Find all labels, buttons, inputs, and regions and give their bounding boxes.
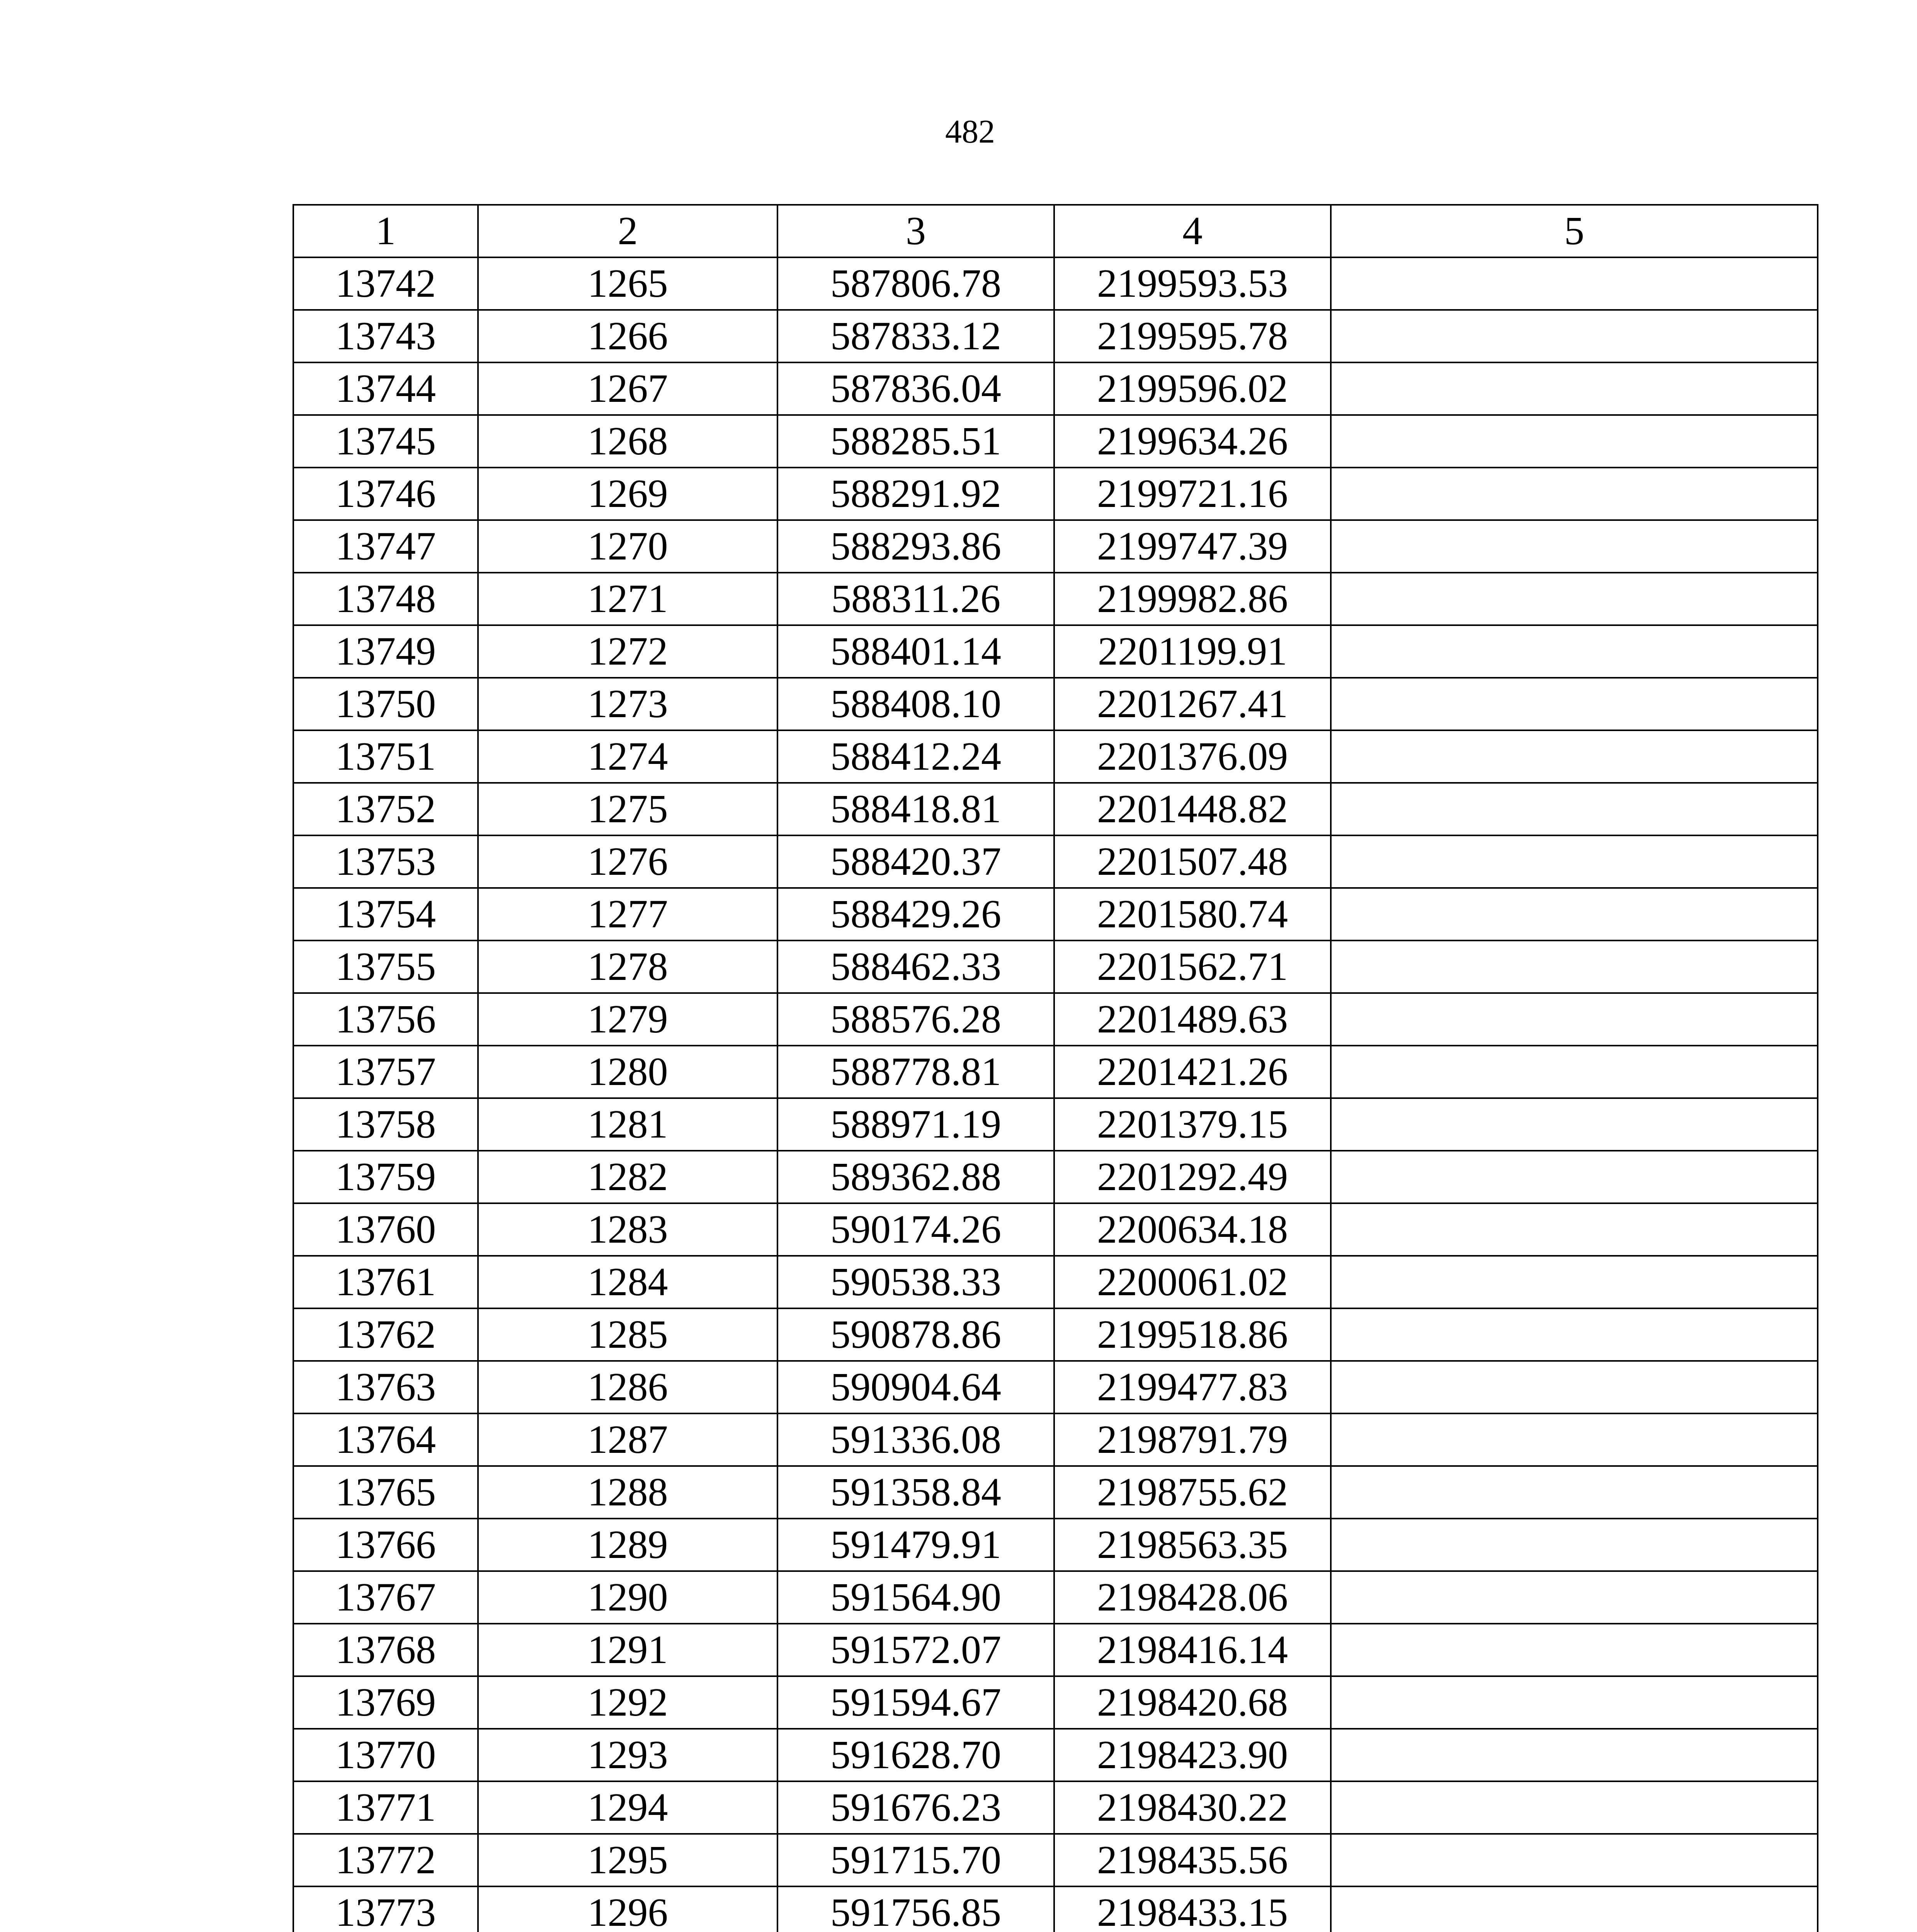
table-row [293, 1203, 1818, 1256]
table-row [293, 1676, 1818, 1729]
table-cell-col-1: 13758 [293, 1098, 478, 1151]
table-cell-col-2: 1278 [478, 940, 777, 993]
table-cell-col-2: 1282 [478, 1151, 777, 1203]
table-row [293, 1886, 1818, 1932]
table-cell-col-1: 13771 [293, 1781, 478, 1834]
table-cell-col-1: 13743 [293, 310, 478, 362]
table-cell-col-3: 590174.26 [777, 1203, 1054, 1256]
table-cell-col-5 [1331, 730, 1818, 783]
table-cell-col-4: 2199634.26 [1054, 415, 1331, 468]
table-cell-col-4: 2198416.14 [1054, 1624, 1331, 1676]
table-cell-col-2: 1281 [478, 1098, 777, 1151]
table-cell-col-3: 591564.90 [777, 1571, 1054, 1624]
table-cell-col-1: 13769 [293, 1676, 478, 1729]
table-cell-col-5 [1331, 573, 1818, 625]
table-body [293, 257, 1818, 1932]
table-cell-col-3: 588412.24 [777, 730, 1054, 783]
table-cell-col-1: 13757 [293, 1046, 478, 1098]
page-number: 482 [945, 113, 995, 150]
table-row [293, 257, 1818, 310]
table-row [293, 940, 1818, 993]
table-cell-col-1: 13767 [293, 1571, 478, 1624]
table-cell-col-1: 13746 [293, 468, 478, 520]
table-row [293, 1624, 1818, 1676]
table-cell-col-5 [1331, 678, 1818, 730]
table-cell-col-5 [1331, 625, 1818, 678]
table-cell-col-4: 2199596.02 [1054, 362, 1331, 415]
table-row [293, 678, 1818, 730]
table-cell-col-2: 1265 [478, 257, 777, 310]
table-cell-col-3: 588420.37 [777, 835, 1054, 888]
table-cell-col-5 [1331, 835, 1818, 888]
table-row [293, 1571, 1818, 1624]
table-cell-col-3: 591336.08 [777, 1413, 1054, 1466]
table-cell-col-4: 2199593.53 [1054, 257, 1331, 310]
table-cell-col-3: 591676.23 [777, 1781, 1054, 1834]
table-cell-col-1: 13744 [293, 362, 478, 415]
table-cell-col-2: 1290 [478, 1571, 777, 1624]
table-row [293, 1519, 1818, 1571]
table-cell-col-4: 2201580.74 [1054, 888, 1331, 940]
table-cell-col-5 [1331, 1256, 1818, 1308]
table-cell-col-2: 1294 [478, 1781, 777, 1834]
table-cell-col-5 [1331, 257, 1818, 310]
table-cell-col-2: 1267 [478, 362, 777, 415]
table-cell-col-3: 587836.04 [777, 362, 1054, 415]
table-cell-col-4: 2201448.82 [1054, 783, 1331, 835]
table-cell-col-2: 1292 [478, 1676, 777, 1729]
table-row [293, 1046, 1818, 1098]
table-cell-col-4: 2200634.18 [1054, 1203, 1331, 1256]
table-header [293, 205, 1818, 257]
table-row [293, 520, 1818, 573]
table-cell-col-4: 2199518.86 [1054, 1308, 1331, 1361]
table-cell-col-2: 1269 [478, 468, 777, 520]
table-cell-col-1: 13760 [293, 1203, 478, 1256]
table-cell-col-2: 1266 [478, 310, 777, 362]
table-cell-col-4: 2198423.90 [1054, 1729, 1331, 1781]
table-row [293, 1308, 1818, 1361]
table-cell-col-4: 2201267.41 [1054, 678, 1331, 730]
table-cell-col-5 [1331, 1624, 1818, 1676]
table-cell-col-3: 591572.07 [777, 1624, 1054, 1676]
table-cell-col-1: 13742 [293, 257, 478, 310]
table-row [293, 573, 1818, 625]
table-row [293, 1781, 1818, 1834]
table-cell-col-4: 2201489.63 [1054, 993, 1331, 1046]
table-cell-col-2: 1286 [478, 1361, 777, 1413]
table-cell-col-2: 1287 [478, 1413, 777, 1466]
table-cell-col-4: 2198435.56 [1054, 1834, 1331, 1886]
table-cell-col-1: 13754 [293, 888, 478, 940]
table-cell-col-2: 1284 [478, 1256, 777, 1308]
table-cell-col-2: 1275 [478, 783, 777, 835]
table-row [293, 835, 1818, 888]
table-cell-col-2: 1276 [478, 835, 777, 888]
table-cell-col-2: 1277 [478, 888, 777, 940]
table-cell-col-1: 13763 [293, 1361, 478, 1413]
table-cell-col-2: 1280 [478, 1046, 777, 1098]
table-cell-col-2: 1283 [478, 1203, 777, 1256]
table-cell-col-3: 587806.78 [777, 257, 1054, 310]
table-cell-col-1: 13752 [293, 783, 478, 835]
column-header-1: 1 [293, 205, 478, 257]
table-cell-col-4: 2201421.26 [1054, 1046, 1331, 1098]
table-cell-col-5 [1331, 1519, 1818, 1571]
table-row [293, 993, 1818, 1046]
table-cell-col-3: 588576.28 [777, 993, 1054, 1046]
table-cell-col-3: 588418.81 [777, 783, 1054, 835]
table-cell-col-3: 591479.91 [777, 1519, 1054, 1571]
table-cell-col-5 [1331, 1676, 1818, 1729]
table-cell-col-4: 2198755.62 [1054, 1466, 1331, 1519]
table-cell-col-1: 13761 [293, 1256, 478, 1308]
table-cell-col-4: 2201199.91 [1054, 625, 1331, 678]
column-header-5: 5 [1331, 205, 1818, 257]
table-cell-col-3: 588408.10 [777, 678, 1054, 730]
table-cell-col-5 [1331, 1571, 1818, 1624]
table-cell-col-3: 590904.64 [777, 1361, 1054, 1413]
table-row [293, 730, 1818, 783]
table-cell-col-5 [1331, 415, 1818, 468]
table-cell-col-3: 591756.85 [777, 1886, 1054, 1932]
table-cell-col-4: 2199595.78 [1054, 310, 1331, 362]
table-cell-col-4: 2198791.79 [1054, 1413, 1331, 1466]
table-cell-col-1: 13751 [293, 730, 478, 783]
table-row [293, 1413, 1818, 1466]
table-cell-col-2: 1268 [478, 415, 777, 468]
table-cell-col-3: 588291.92 [777, 468, 1054, 520]
table-row [293, 888, 1818, 940]
table-cell-col-3: 591628.70 [777, 1729, 1054, 1781]
table-cell-col-1: 13755 [293, 940, 478, 993]
table-cell-col-4: 2201507.48 [1054, 835, 1331, 888]
table-row [293, 468, 1818, 520]
table-cell-col-5 [1331, 520, 1818, 573]
table-cell-col-5 [1331, 783, 1818, 835]
table-cell-col-4: 2200061.02 [1054, 1256, 1331, 1308]
table-cell-col-2: 1285 [478, 1308, 777, 1361]
table-cell-col-3: 591358.84 [777, 1466, 1054, 1519]
table-cell-col-2: 1291 [478, 1624, 777, 1676]
table-cell-col-1: 13772 [293, 1834, 478, 1886]
table-cell-col-1: 13756 [293, 993, 478, 1046]
table-row [293, 783, 1818, 835]
table-cell-col-4: 2198433.15 [1054, 1886, 1331, 1932]
table-row [293, 1834, 1818, 1886]
table-cell-col-2: 1271 [478, 573, 777, 625]
table-cell-col-3: 588401.14 [777, 625, 1054, 678]
table-cell-col-4: 2201379.15 [1054, 1098, 1331, 1151]
table-cell-col-1: 13768 [293, 1624, 478, 1676]
table-cell-col-3: 588293.86 [777, 520, 1054, 573]
table-cell-col-3: 591594.67 [777, 1676, 1054, 1729]
table-row [293, 310, 1818, 362]
header-row [293, 205, 1818, 257]
table-cell-col-5 [1331, 1151, 1818, 1203]
table-cell-col-2: 1270 [478, 520, 777, 573]
table-cell-col-5 [1331, 1098, 1818, 1151]
table-cell-col-4: 2199477.83 [1054, 1361, 1331, 1413]
table-row [293, 362, 1818, 415]
table-cell-col-3: 587833.12 [777, 310, 1054, 362]
table-row [293, 1361, 1818, 1413]
table-cell-col-1: 13766 [293, 1519, 478, 1571]
table-cell-col-5 [1331, 993, 1818, 1046]
table-cell-col-3: 589362.88 [777, 1151, 1054, 1203]
table-cell-col-2: 1273 [478, 678, 777, 730]
table-cell-col-1: 13764 [293, 1413, 478, 1466]
column-header-4: 4 [1054, 205, 1331, 257]
table-cell-col-3: 588971.19 [777, 1098, 1054, 1151]
table-cell-col-2: 1288 [478, 1466, 777, 1519]
table-cell-col-1: 13765 [293, 1466, 478, 1519]
table-row [293, 415, 1818, 468]
table-cell-col-5 [1331, 1046, 1818, 1098]
table-cell-col-4: 2199982.86 [1054, 573, 1331, 625]
table-cell-col-5 [1331, 888, 1818, 940]
table-cell-col-3: 590538.33 [777, 1256, 1054, 1308]
table-row [293, 1256, 1818, 1308]
table-cell-col-5 [1331, 1781, 1818, 1834]
table-cell-col-1: 13748 [293, 573, 478, 625]
table-cell-col-3: 588462.33 [777, 940, 1054, 993]
table-cell-col-1: 13759 [293, 1151, 478, 1203]
table-cell-col-5 [1331, 1834, 1818, 1886]
table-cell-col-4: 2199747.39 [1054, 520, 1331, 573]
table-cell-col-1: 13762 [293, 1308, 478, 1361]
table-cell-col-4: 2201562.71 [1054, 940, 1331, 993]
table-row [293, 1729, 1818, 1781]
table-cell-col-4: 2199721.16 [1054, 468, 1331, 520]
table-cell-col-5 [1331, 1886, 1818, 1932]
table-cell-col-4: 2198428.06 [1054, 1571, 1331, 1624]
table-row [293, 1098, 1818, 1151]
table-cell-col-5 [1331, 468, 1818, 520]
table-cell-col-5 [1331, 1203, 1818, 1256]
table-cell-col-1: 13750 [293, 678, 478, 730]
table-cell-col-2: 1296 [478, 1886, 777, 1932]
table-cell-col-5 [1331, 1729, 1818, 1781]
table-cell-col-5 [1331, 310, 1818, 362]
table-cell-col-3: 590878.86 [777, 1308, 1054, 1361]
table-cell-col-2: 1274 [478, 730, 777, 783]
table-cell-col-5 [1331, 362, 1818, 415]
table-row [293, 1151, 1818, 1203]
table-cell-col-4: 2198430.22 [1054, 1781, 1331, 1834]
table-cell-col-1: 13770 [293, 1729, 478, 1781]
table-cell-col-2: 1293 [478, 1729, 777, 1781]
table-cell-col-4: 2201292.49 [1054, 1151, 1331, 1203]
table-row [293, 1466, 1818, 1519]
column-header-2: 2 [478, 205, 777, 257]
table-cell-col-2: 1272 [478, 625, 777, 678]
table-cell-col-1: 13773 [293, 1886, 478, 1932]
table-cell-col-5 [1331, 1361, 1818, 1413]
table-cell-col-1: 13747 [293, 520, 478, 573]
table-cell-col-4: 2201376.09 [1054, 730, 1331, 783]
table-cell-col-5 [1331, 1413, 1818, 1466]
table-cell-col-2: 1289 [478, 1519, 777, 1571]
table-cell-col-1: 13749 [293, 625, 478, 678]
table-cell-col-4: 2198420.68 [1054, 1676, 1331, 1729]
coordinates-table [293, 204, 1818, 1932]
table-cell-col-5 [1331, 940, 1818, 993]
table-cell-col-3: 588285.51 [777, 415, 1054, 468]
table-cell-col-5 [1331, 1466, 1818, 1519]
table-cell-col-2: 1279 [478, 993, 777, 1046]
table-cell-col-3: 588778.81 [777, 1046, 1054, 1098]
table-cell-col-4: 2198563.35 [1054, 1519, 1331, 1571]
table-cell-col-3: 591715.70 [777, 1834, 1054, 1886]
table-cell-col-1: 13745 [293, 415, 478, 468]
table-cell-col-2: 1295 [478, 1834, 777, 1886]
table-cell-col-1: 13753 [293, 835, 478, 888]
table-row [293, 625, 1818, 678]
table-cell-col-3: 588429.26 [777, 888, 1054, 940]
table-cell-col-3: 588311.26 [777, 573, 1054, 625]
column-header-3: 3 [777, 205, 1054, 257]
table-cell-col-5 [1331, 1308, 1818, 1361]
